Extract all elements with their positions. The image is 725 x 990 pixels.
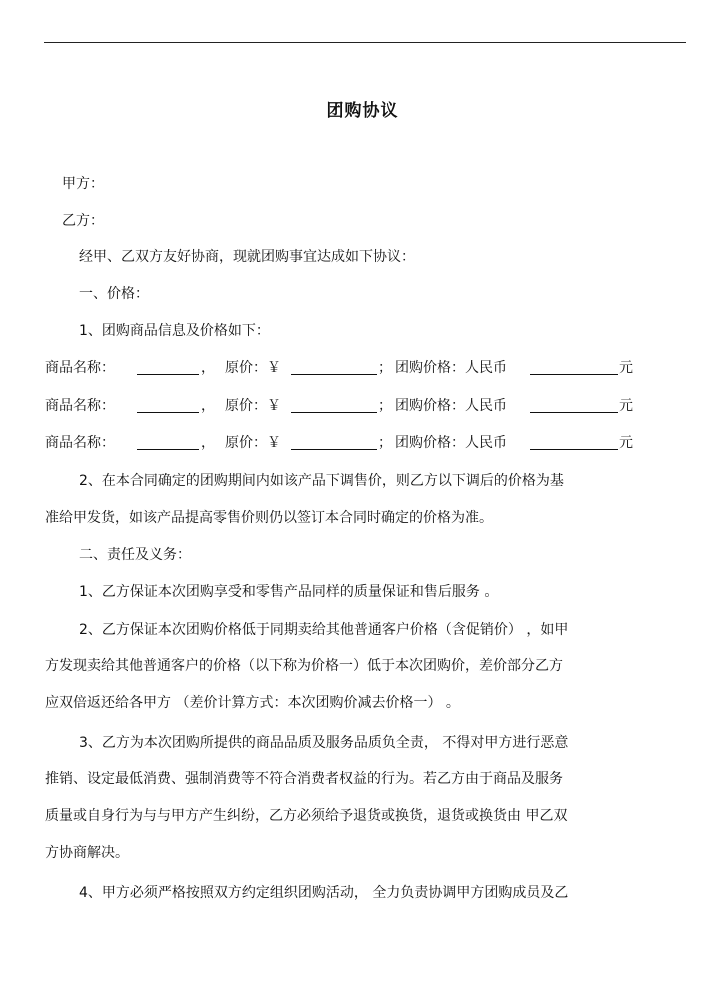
original-price-blank bbox=[291, 412, 377, 413]
section-heading-duties: 二、责任及义务： bbox=[79, 547, 191, 563]
party-b-label: 乙方： bbox=[62, 213, 104, 229]
currency-unit: 元 bbox=[619, 360, 633, 376]
product-name-blank bbox=[137, 374, 199, 375]
duty-item-3-line-3: 质量或自身行为与与甲方产生纠纷，乙方必须给予退货或换货，退货或换货由 甲乙双 bbox=[45, 808, 568, 824]
product-name-blank bbox=[137, 449, 199, 450]
product-name-label: 商品名称： bbox=[45, 398, 115, 414]
document-title: 团购协议 bbox=[326, 101, 399, 121]
duty-item-3-line-1: 3、乙方为本次团购所提供的商品品质及服务品质负全责， 不得对甲方进行恶意 bbox=[79, 735, 569, 751]
product-name-blank bbox=[137, 412, 199, 413]
currency-unit: 元 bbox=[619, 435, 633, 451]
currency-unit: 元 bbox=[619, 398, 633, 414]
duty-item-3-line-4: 方协商解决。 bbox=[45, 845, 129, 861]
price-item-1: 1、团购商品信息及价格如下： bbox=[79, 323, 270, 339]
original-price-label: 原价：￥ bbox=[225, 398, 281, 414]
price-item-2-line-2: 准给甲发货，如该产品提高零售价则仍以签订本合同时确定的价格为准。 bbox=[45, 510, 493, 526]
comma: ， bbox=[201, 398, 215, 414]
intro-paragraph: 经甲、乙双方友好协商，现就团购事宜达成如下协议： bbox=[79, 249, 415, 265]
comma: ， bbox=[201, 360, 215, 376]
duty-item-1: 1、乙方保证本次团购享受和零售产品同样的质量保证和售后服务 。 bbox=[79, 584, 499, 600]
section-heading-price: 一、价格： bbox=[79, 286, 149, 302]
group-price-blank bbox=[530, 449, 618, 450]
duty-item-3-line-2: 推销、设定最低消费、强制消费等不符合消费者权益的行为。若乙方由于商品及服务 bbox=[45, 771, 563, 787]
semicolon: ； bbox=[378, 360, 392, 376]
semicolon: ； bbox=[378, 398, 392, 414]
party-a-label: 甲方： bbox=[62, 176, 104, 192]
group-price-blank bbox=[530, 412, 618, 413]
price-item-2-line-1: 2、在本合同确定的团购期间内如该产品下调售价，则乙方以下调后的价格为基 bbox=[79, 473, 564, 489]
group-price-label: 团购价格：人民币 bbox=[395, 398, 507, 414]
group-price-label: 团购价格：人民币 bbox=[395, 360, 507, 376]
group-price-label: 团购价格：人民币 bbox=[395, 435, 507, 451]
comma: ， bbox=[201, 435, 215, 451]
original-price-label: 原价：￥ bbox=[225, 360, 281, 376]
original-price-blank bbox=[291, 374, 377, 375]
duty-item-2-line-2: 方发现卖给其他普通客户的价格（以下称为价格一）低于本次团购价，差价部分乙方 bbox=[45, 658, 563, 674]
header-rule bbox=[44, 42, 686, 43]
semicolon: ； bbox=[378, 435, 392, 451]
duty-item-2-line-3: 应双倍返还给各甲方 （差价计算方式：本次团购价减去价格一） 。 bbox=[45, 695, 460, 711]
original-price-label: 原价：￥ bbox=[225, 435, 281, 451]
product-name-label: 商品名称： bbox=[45, 435, 115, 451]
duty-item-2-line-1: 2、乙方保证本次团购价格低于同期卖给其他普通客户价格（含促销价） ，如甲 bbox=[79, 622, 569, 638]
group-price-blank bbox=[530, 374, 618, 375]
original-price-blank bbox=[291, 449, 377, 450]
product-name-label: 商品名称： bbox=[45, 360, 115, 376]
duty-item-4-line-1: 4、甲方必须严格按照双方约定组织团购活动， 全力负责协调甲方团购成员及乙 bbox=[79, 885, 569, 901]
